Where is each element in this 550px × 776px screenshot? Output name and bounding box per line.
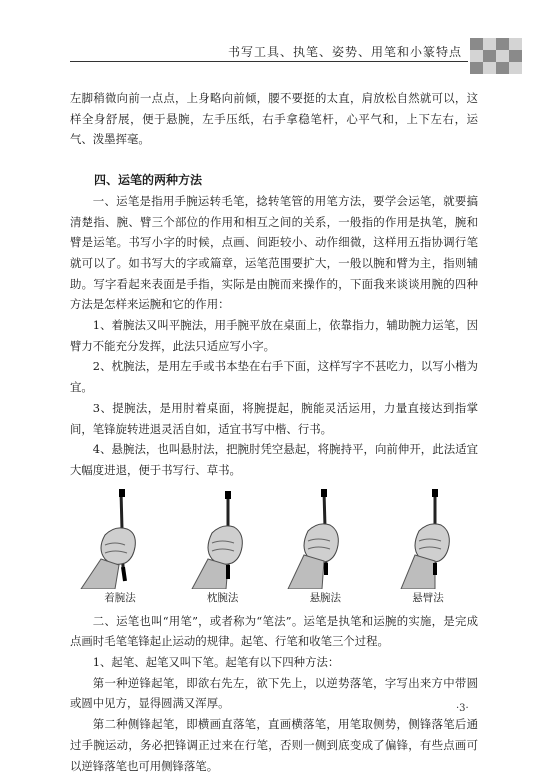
body-paragraph: 2、枕腕法，是用左手或书本垫在右手下面，这样写字不甚吃力，以写小楷为宜。: [70, 359, 478, 395]
figure-pillowed-wrist: [175, 489, 271, 605]
figure-caption: 悬臂法: [412, 591, 444, 604]
hand-brush-illustration: [178, 489, 268, 589]
body-paragraph: 第二种侧锋起笔，即横画直落笔，直画横落笔，用笔取侧势，侧锋落笔后通过手腕运动，务必把锋调正过来在行笔，否则一侧到底变成了偏锋，有些点画可以逆锋落笔也可用侧锋落笔。: [70, 717, 478, 773]
figure-raised-wrist: [277, 489, 373, 605]
body-paragraph: 一、运笔是指用手腕运转毛笔，捻转笔管的用笔方法，要学会运笔，就要搞清楚指、腕、臂三个部位的作用和相互之间的关系，一般指的作用是执笔，腕和臂是运笔。书写小字的时候，点画、间距较小、动作细微，这样用五指协调行笔就可以了。如书写大的字或篇章，运笔范围要扩大，一般以腕和臂为主，指则辅助。写字看起来表面是手指，实际是由腕而来操作的，下面我来谈谈用腕的四种方法是怎样来运腕和它的作用：: [70, 193, 478, 312]
hand-brush-illustration: [383, 489, 473, 589]
body-paragraph: 3、提腕法，是用肘着桌面，将腕提起，腕能灵活运用，力量直接达到指掌间，笔锋旋转进退灵活自如，适宜书写中楷、行书。: [70, 400, 478, 436]
figure-caption: 着腕法: [104, 591, 136, 604]
running-header-title: 书写工具、执笔、姿势、用笔和小篆特点: [227, 45, 462, 59]
header-rule: [70, 61, 468, 62]
body-paragraph: 1、着腕法又叫平腕法，用手腕平放在桌面上，依靠指力，辅助腕力运笔，因臂力不能充分发挥，此法只适应写小字。: [70, 318, 478, 353]
wrist-methods-figures: [72, 487, 476, 605]
body-paragraph: 4、悬腕法，也叫悬肘法，把腕肘凭空悬起，将腕持平，向前伸开，此法适宜大幅度进退，便于书写行、草书。: [70, 442, 478, 477]
body-paragraph: 二、运笔也叫“用笔”，或者称为“笔法”。运笔是执笔和运腕的实施，是完成点画时毛笔笔锋起止运动的规律。起笔、行笔和收笔三个过程。: [70, 613, 478, 649]
figure-resting-wrist: [72, 489, 168, 605]
section-heading: 四、运笔的两种方法: [94, 173, 203, 188]
hand-brush-illustration: [280, 489, 370, 589]
figure-suspended-arm: [380, 489, 476, 605]
corner-checker-decoration: [470, 38, 522, 74]
body-paragraph: 第一种逆锋起笔，即欲右先左，欲下先上，以逆势落笔，字写出来方中带圆或圆中见方，显得圆满又浑厚。: [70, 675, 478, 711]
page-body: [70, 88, 478, 776]
body-paragraph: 1、起笔、起笔又叫下笔。起笔有以下四种方法：: [92, 655, 340, 670]
hand-brush-illustration: [75, 489, 165, 589]
page-number: ·3·: [456, 703, 469, 714]
figure-caption: 悬腕法: [309, 591, 342, 604]
figure-caption: 枕腕法: [206, 591, 239, 604]
body-paragraph: 左脚稍微向前一点点，上身略向前倾，腰不要挺的太直，肩放松自然就可以，这样全身舒展，便于悬腕，左手压纸，右手拿稳笔杆，心平气和，上下左右，运气、泼墨挥毫。: [70, 91, 478, 147]
